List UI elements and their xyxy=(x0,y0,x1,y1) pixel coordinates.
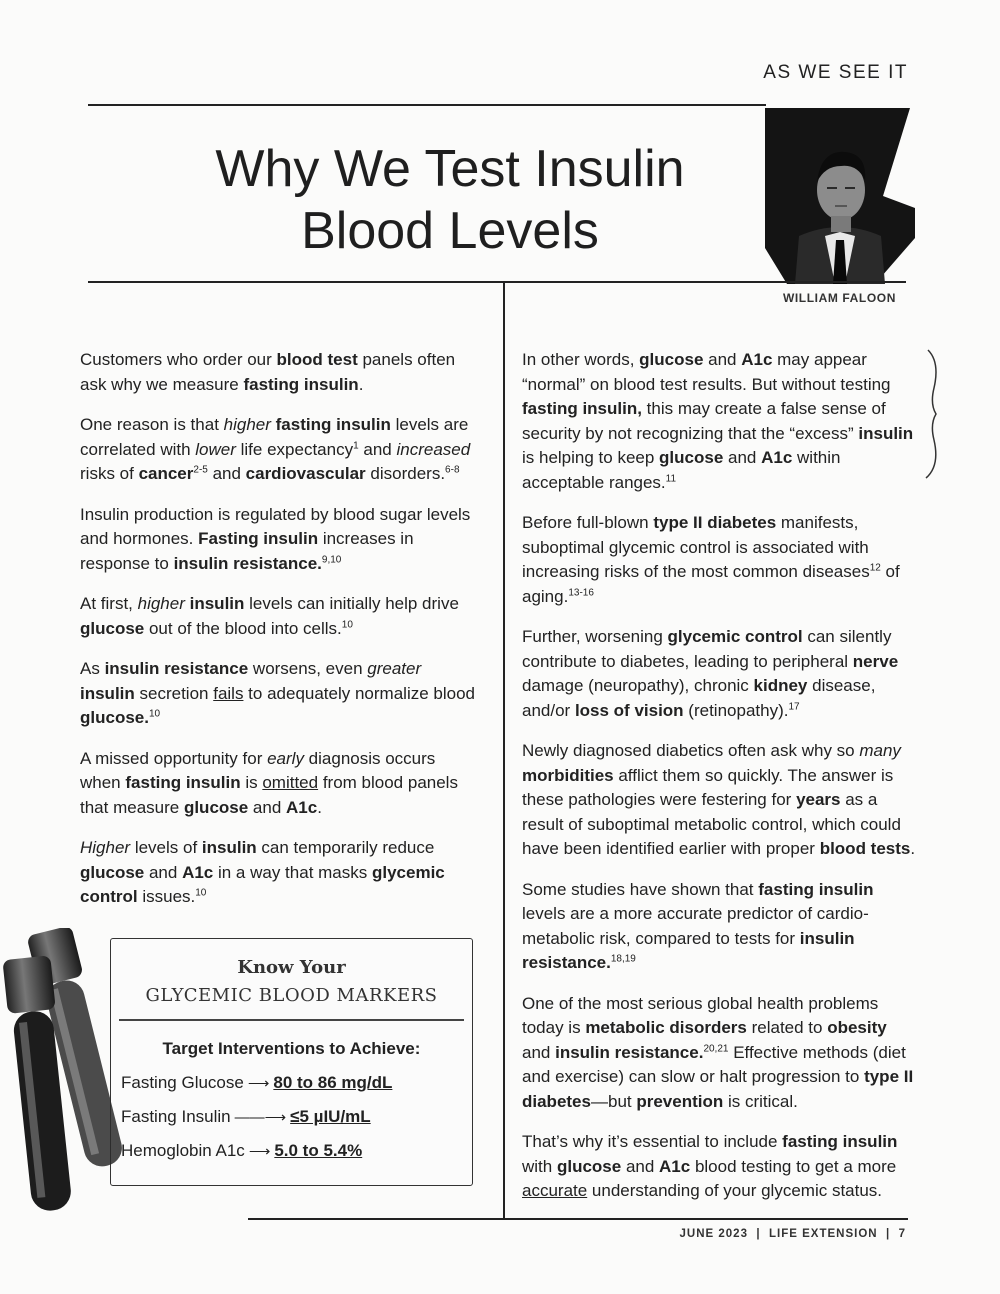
marker-label: Fasting Insulin xyxy=(121,1107,231,1126)
marker-value: 5.0 to 5.4% xyxy=(274,1141,363,1160)
marker-value: 80 to 86 mg/dL xyxy=(273,1073,393,1092)
paragraph: Before full-blown type II diabetes manifests, suboptimal glycemic control is associated with increasing risks of the most common diseases$^{12}$ of aging.$^{13-16}$ xyxy=(522,513,900,606)
marker-label: Hemoglobin A1c xyxy=(121,1141,245,1160)
footer-rule xyxy=(248,1218,908,1220)
margin-brace xyxy=(924,348,952,480)
author-portrait xyxy=(765,108,915,284)
glycemic-markers-box xyxy=(110,938,473,1186)
paragraph: Higher levels of insulin can temporarily reduce glucose and A1c in a way that masks glycemic control issues.$^{10}$ xyxy=(80,838,445,906)
paragraph: A missed opportunity for early diagnosis occurs when fasting insulin is omitted from blood panels that measure glucose and A1c. xyxy=(80,748,458,817)
marker-value: ≤5 µIU/mL xyxy=(290,1107,371,1126)
marker-row-hemoglobin-a1c xyxy=(121,1141,362,1161)
box-divider xyxy=(119,1019,464,1021)
author-byline: WILLIAM FALOON xyxy=(782,291,896,305)
arrow-icon: ⟶ xyxy=(247,1075,270,1092)
footer-separator: | xyxy=(752,1228,765,1240)
marker-label: Fasting Glucose xyxy=(121,1073,244,1092)
top-rule xyxy=(88,104,766,106)
paragraph: That’s why it’s essential to include fasting insulin with glucose and A1c blood testing to get a more accurate understanding of your glycemic status. xyxy=(522,1132,898,1200)
section-label: AS WE SEE IT xyxy=(763,62,908,83)
paragraph: One of the most serious global health problems today is metabolic disorders related to obesity and insulin resistance.$^{20,21}$ Effective methods (diet and exercise) can slow or halt progression to type II diabetes—but prevention is critical. xyxy=(522,993,914,1111)
left-column xyxy=(80,348,480,926)
box-heading: GLYCEMIC BLOOD MARKERS xyxy=(145,985,438,1006)
page-footer xyxy=(680,1228,906,1240)
box-subtitle: Target Interventions to Achieve: xyxy=(162,1039,421,1058)
arrow-icon: ⟶ xyxy=(248,1143,271,1160)
paragraph: Insulin production is regulated by blood sugar levels and hormones. Fasting insulin increases in response to insulin resistance.$^{9,10}$ xyxy=(80,504,471,573)
paragraph: As insulin resistance worsens, even greater insulin secretion fails to adequately normalize blood glucose.$^{10}$ xyxy=(80,659,475,727)
paragraph: One reason is that higher fasting insulin levels are correlated with lower life expectancy$^1$ and increased risks of cancer$^{2-5}$ and cardiovascular disorders.$^{6-8}$ xyxy=(80,415,471,483)
paragraph: Further, worsening glycemic control can silently contribute to diabetes, leading to peripheral nerve damage (neuropathy), chronic kidney disease, and/or loss of vision (retinopathy).$^{17}$ xyxy=(522,627,899,720)
page-title xyxy=(150,138,750,262)
paragraph: Newly diagnosed diabetics often ask why so many morbidities afflict them so quickly. The answer is these pathologies were festering for years as a result of suboptimal metabolic control, which could have been identified earlier with proper blood tests. xyxy=(522,741,916,858)
paragraph: In other words, glucose and A1c may appear “normal” on blood test results. But without testing fasting insulin, this may create a false sense of security by not recognizing that the “excess” insulin is helping to keep glucose and A1c within acceptable ranges.$^{11}$ xyxy=(522,350,914,492)
page-number: 7 xyxy=(898,1228,906,1240)
paragraph: Customers who order our blood test panels often ask why we measure fasting insulin. xyxy=(80,350,456,394)
marker-row-fasting-glucose xyxy=(121,1073,392,1093)
title-bottom-rule xyxy=(88,281,906,283)
blood-tube-image xyxy=(0,928,140,1218)
paragraph: At first, higher insulin levels can initially help drive glucose out of the blood into cells.$^{10}$ xyxy=(80,594,459,638)
title-line-2: Blood Levels xyxy=(301,202,599,260)
paragraph: Some studies have shown that fasting insulin levels are a more accurate predictor of cardio-metabolic risk, compared to tests for insulin resistance.$^{18,19}$ xyxy=(522,879,874,972)
footer-separator: | xyxy=(881,1228,895,1240)
publication-name: LIFE EXTENSION xyxy=(769,1228,878,1240)
box-title: Know Your xyxy=(237,957,346,978)
issue-date: JUNE 2023 xyxy=(679,1228,748,1240)
arrow-icon: ——⟶ xyxy=(234,1109,287,1126)
right-column xyxy=(522,348,918,1220)
title-line-1: Why We Test Insulin xyxy=(215,140,685,198)
marker-row-fasting-insulin xyxy=(121,1107,371,1127)
column-divider xyxy=(503,283,505,1219)
